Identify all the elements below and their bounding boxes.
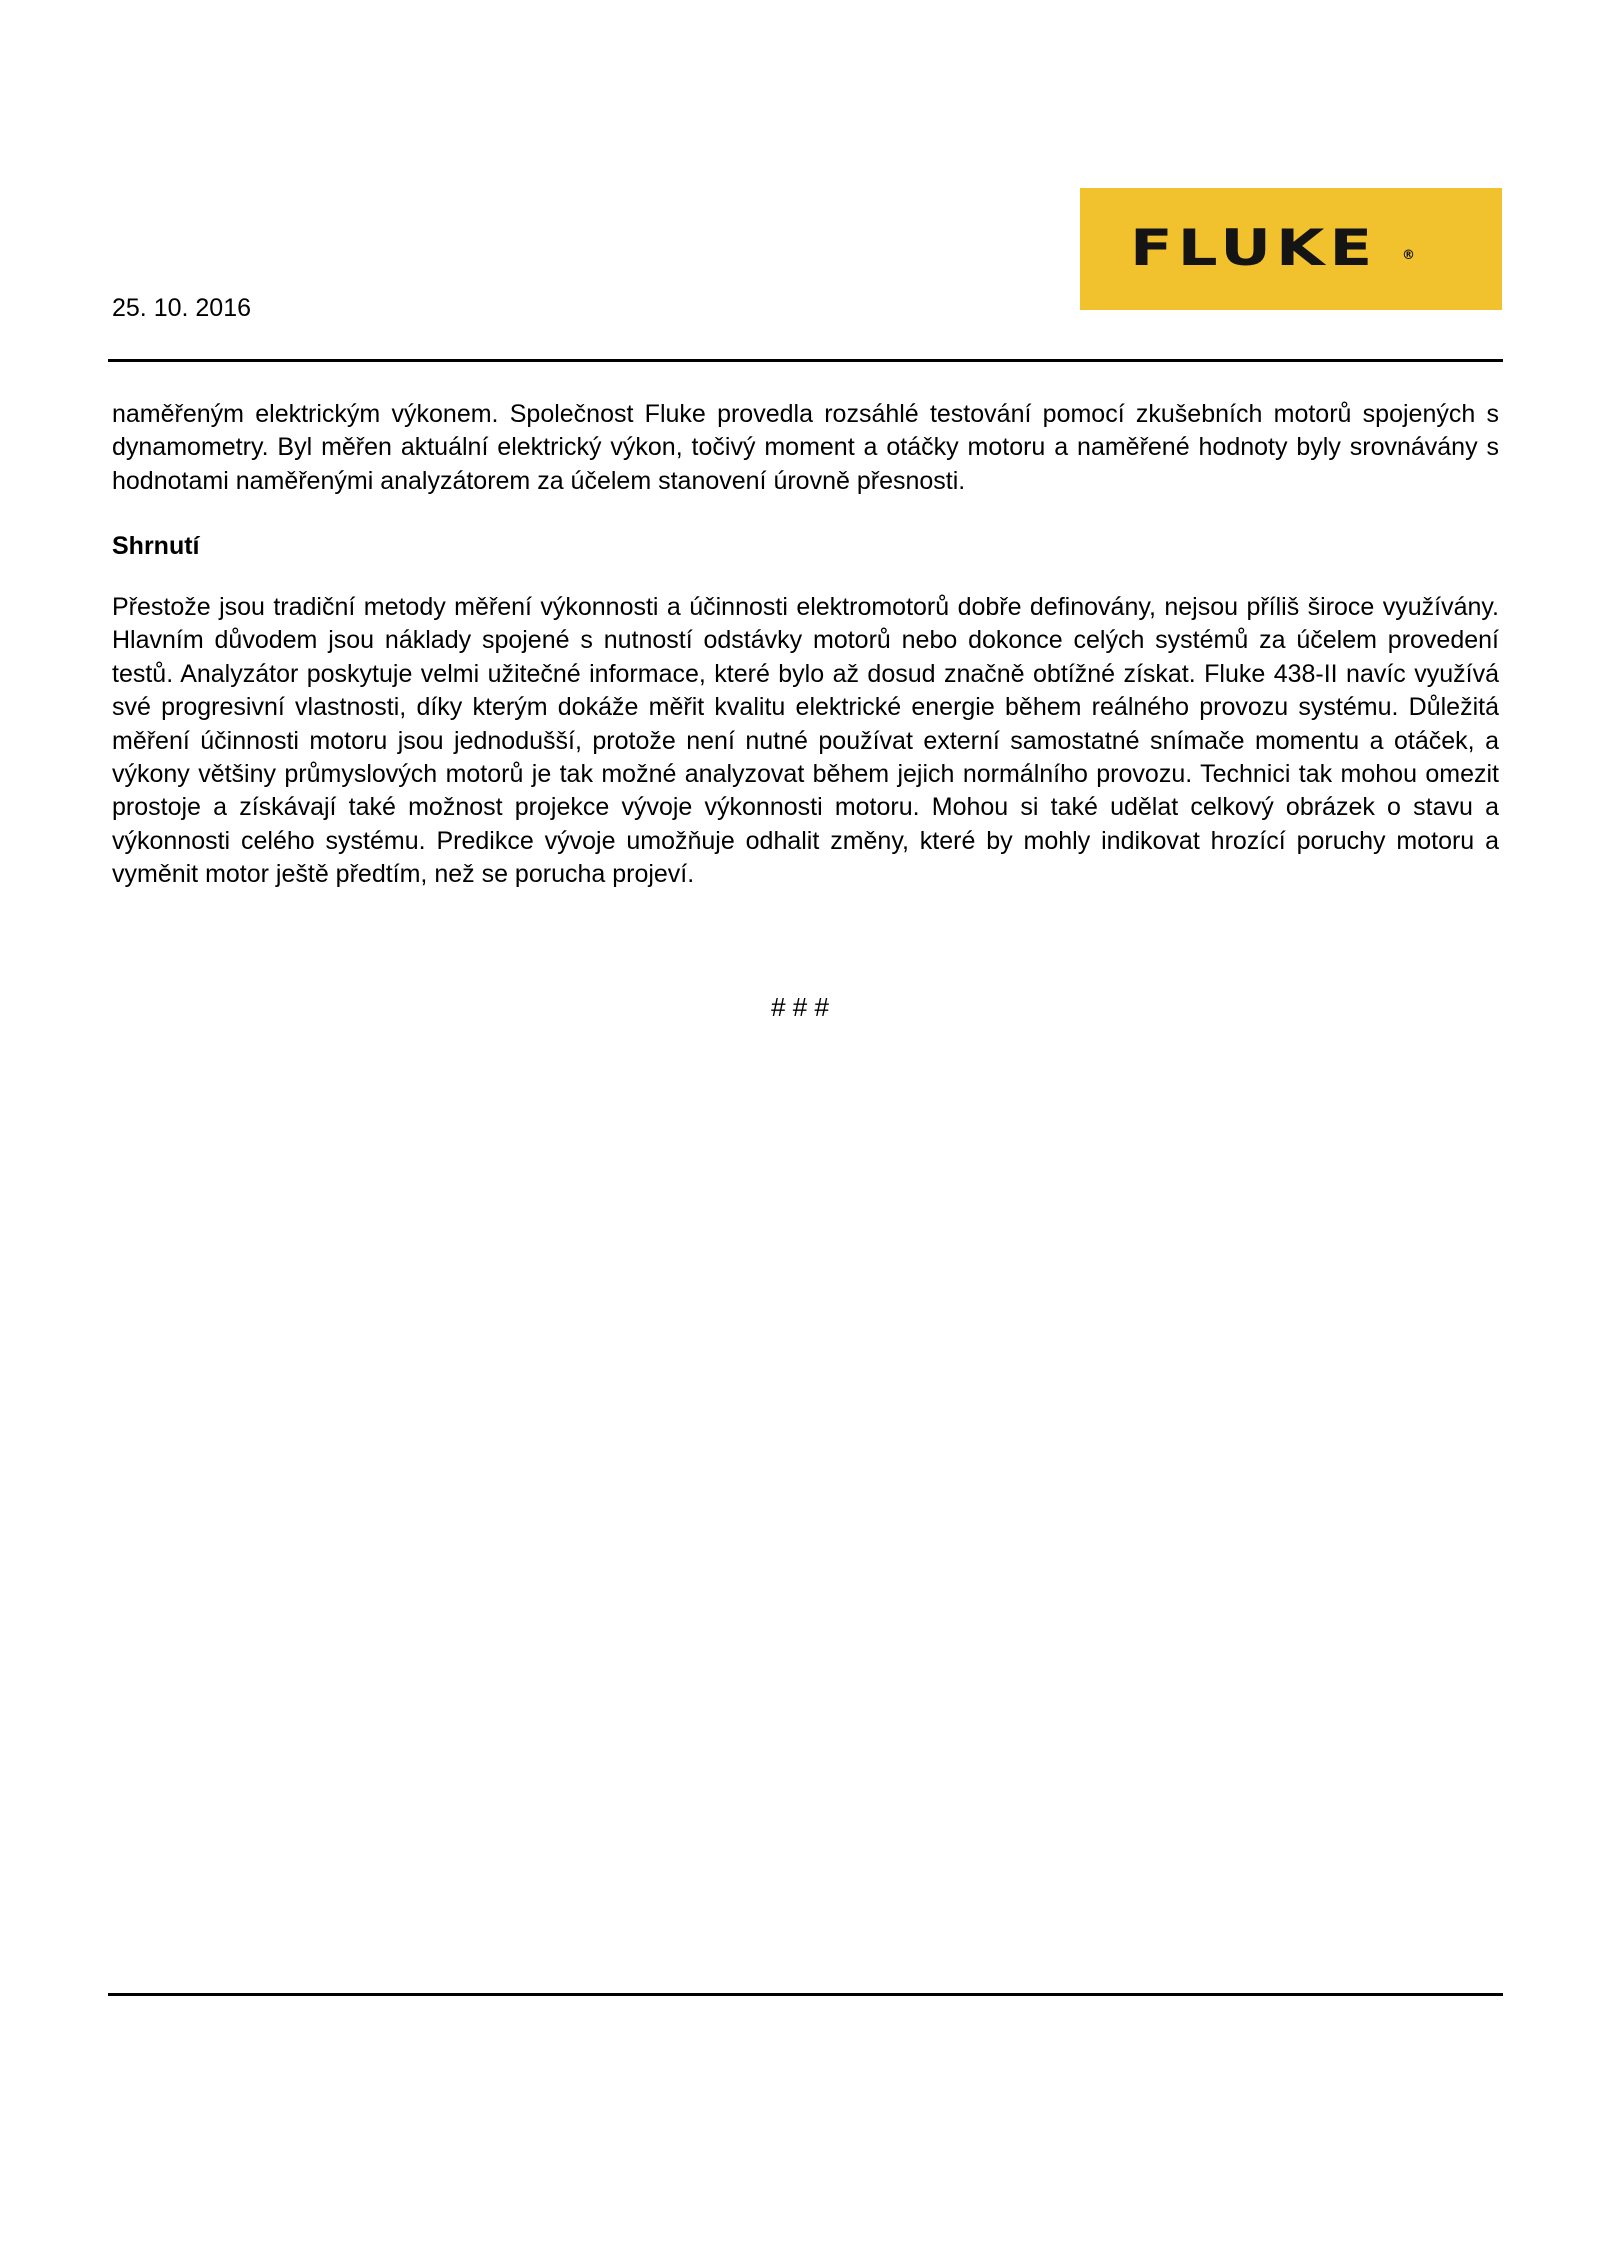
body-paragraph-intro: naměřeným elektrickým výkonem. Společnost Fluke provedla rozsáhlé testování pomocí zkušebních motorů spojených s dynamometry. Byl měřen aktuální elektrický výkon, točivý moment a otáčky motoru a naměřené hodnoty byly srovnávány s hodnotami naměřenými analyzátorem za účelem stanovení úrovně přesnosti. xyxy=(112,400,1499,495)
footer-divider xyxy=(108,1993,1503,1996)
section-heading: Shrnutí xyxy=(112,532,200,560)
body-paragraph-summary: Přestože jsou tradiční metody měření výkonnosti a účinnosti elektromotorů dobře definovány, nejsou příliš široce využívány. Hlavním důvodem jsou náklady spojené s nutností odstávky motorů nebo dokonce celých systémů za účelem provedení testů. Analyzátor poskytuje velmi užitečné informace, které bylo až dosud značně obtížné získat. Fluke 438-II navíc využívá své progresivní vlastnosti, díky kterým dokáže měřit kvalitu elektrické energie během reálného provozu systému. Důležitá měření účinnosti motoru jsou jednodušší, protože není nutné používat externí samostatné snímače momentu a otáček, a výkony většiny průmyslových motorů je tak možné analyzovat během jejich normálního provozu. Technici tak mohou omezit prostoje a získávají také možnost projekce vývoje výkonnosti motoru. Mohou si také udělat celkový obrázek o stavu a výkonnosti celého systému. Predikce vývoje umožňuje odhalit změny, které by mohly indikovat hrozící poruchy motoru a vyměnit motor ještě předtím, než se porucha projeví. xyxy=(112,593,1499,889)
logo-registered-mark: ® xyxy=(1402,248,1415,263)
header-divider xyxy=(108,359,1503,362)
logo-text: FLUKE xyxy=(1130,219,1378,277)
document-date: 25. 10. 2016 xyxy=(112,294,252,322)
end-of-document-mark: # # # xyxy=(771,992,829,1022)
fluke-logo xyxy=(1080,188,1502,310)
